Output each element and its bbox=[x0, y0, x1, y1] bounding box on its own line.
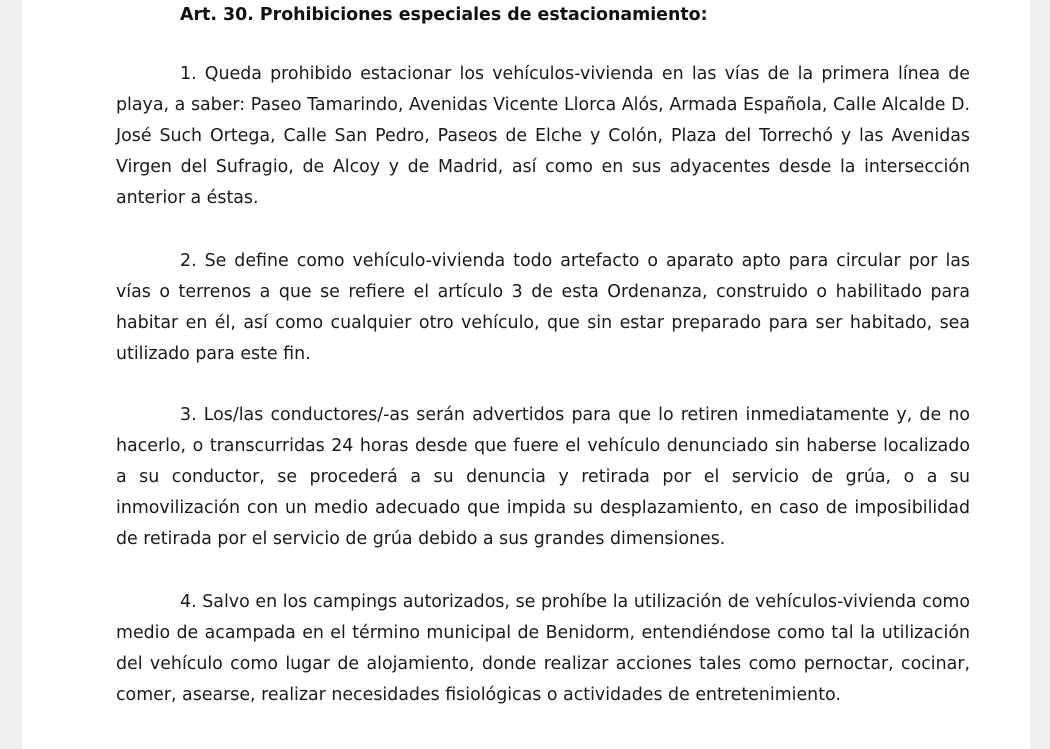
article-title: Art. 30. Prohibiciones especiales de estacionamiento: bbox=[180, 5, 708, 25]
paragraph-1: 1. Queda prohibido estacionar los vehículos-vivienda en las vías de la primera línea de playa, a saber: Paseo Tamarindo, Avenidas Vicente Llorca Alós, Armada Española, Calle Alcalde D. José Such Ortega, Calle San Pedro, Paseos de Elche y Colón, Plaza del Torrechó y las Avenidas Virgen del Sufragio, de Alcoy y de Madrid, así como en sus adyacentes desde la intersección anterior a éstas. bbox=[116, 64, 970, 208]
paragraph-2: 2. Se define como vehículo-vivienda todo artefacto o aparato apto para circular por las vías o terrenos a que se refiere el artículo 3 de esta Ordenanza, construido o habilitado para habitar en él, así como cualquier otro vehículo, que sin estar preparado para ser habitado, sea utilizado para este fin. bbox=[116, 251, 970, 364]
document-page bbox=[22, 0, 1030, 749]
paragraph-4: 4. Salvo en los campings autorizados, se prohíbe la utilización de vehículos-vivienda como medio de acampada en el término municipal de Benidorm, entendiéndose como tal la utilización del vehículo como lugar de alojamiento, donde realizar acciones tales como pernoctar, cocinar, comer, asearse, realizar necesidades fisiológicas o actividades de entretenimiento. bbox=[116, 592, 970, 705]
paragraph-3: 3. Los/las conductores/-as serán advertidos para que lo retiren inmediatamente y, de no hacerlo, o transcurridas 24 horas desde que fuere el vehículo denunciado sin haberse localizado a su conductor, se procederá a su denuncia y retirada por el servicio de grúa, o a su inmovilización con un medio adecuado que impida su desplazamiento, en caso de imposibilidad de retirada por el servicio de grúa debido a sus grandes dimensiones. bbox=[116, 405, 970, 549]
